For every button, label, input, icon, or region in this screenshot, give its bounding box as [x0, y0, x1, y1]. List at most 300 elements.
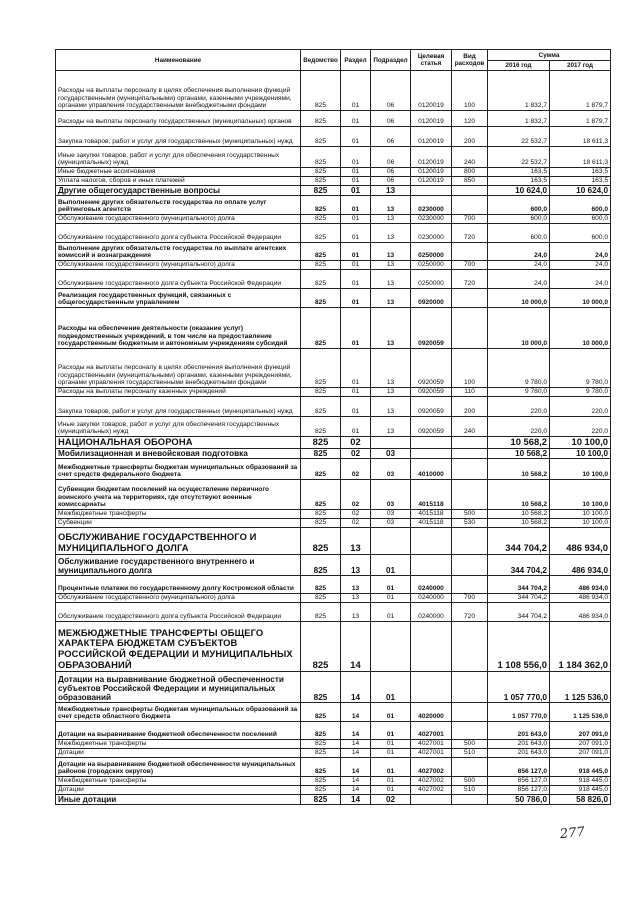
cell-expense-type: 510	[452, 748, 488, 757]
cell-sum-2016: 1 832,7	[488, 111, 550, 127]
cell-sum-2016: 201 643,0	[488, 739, 550, 748]
cell-target-article: 4015118	[411, 479, 452, 509]
cell-sum-2017: 24,0	[550, 270, 611, 289]
cell-sum-2017: 9 780,0	[550, 349, 611, 388]
cell-razdel: 01	[341, 215, 371, 224]
cell-expense-type	[452, 479, 488, 509]
cell-razdel: 14	[341, 721, 371, 739]
table-row	[56, 111, 611, 127]
cell-target-article: 0240000	[411, 575, 452, 593]
cell-name: Межбюджетные трансферты	[56, 739, 301, 748]
cell-target-article: 0250000	[411, 270, 452, 289]
cell-razdel: 01	[341, 243, 371, 261]
cell-ved: 825	[301, 308, 341, 349]
cell-ved: 825	[301, 702, 341, 721]
cell-sum-2016: 163,5	[488, 177, 550, 186]
table-row	[56, 509, 611, 518]
cell-name: Межбюджетные трансферты бюджетам муниципальных образований за счет средств федерального бюджета	[56, 458, 301, 479]
cell-podrazdel: 01	[371, 739, 411, 748]
cell-name: Иные бюджетные ассигнования	[56, 168, 301, 177]
cell-name: Субвенции	[56, 518, 301, 527]
cell-expense-type: 720	[452, 224, 488, 243]
cell-expense-type	[452, 757, 488, 776]
cell-podrazdel	[371, 437, 411, 449]
cell-name: Обслуживание государственного (муниципального) долга	[56, 261, 301, 270]
cell-name: Иные закупки товаров, работ и услуг для обеспечения государственных (муниципальных) нужд	[56, 147, 301, 168]
cell-sum-2017: 10 100,0	[550, 448, 611, 458]
cell-razdel: 01	[341, 196, 371, 215]
cell-target-article: 0920059	[411, 308, 452, 349]
table-row	[56, 224, 611, 243]
cell-ved: 825	[301, 388, 341, 397]
cell-sum-2016: 10 000,0	[488, 289, 550, 308]
cell-sum-2017: 600,0	[550, 196, 611, 215]
cell-ved: 825	[301, 397, 341, 417]
table-row	[56, 270, 611, 289]
cell-sum-2016: 10 000,0	[488, 308, 550, 349]
table-row	[56, 721, 611, 739]
cell-razdel: 14	[341, 794, 371, 804]
cell-podrazdel: 06	[371, 71, 411, 111]
cell-target-article: 0240000	[411, 593, 452, 602]
cell-target-article: 4015118	[411, 518, 452, 527]
cell-razdel: 01	[341, 127, 371, 147]
cell-target-article: 0120019	[411, 111, 452, 127]
cell-ved: 825	[301, 349, 341, 388]
cell-razdel: 02	[341, 458, 371, 479]
cell-podrazdel: 01	[371, 593, 411, 602]
cell-ved: 825	[301, 186, 341, 196]
cell-razdel: 01	[341, 308, 371, 349]
cell-name: Реализация государственных функций, связанных с общегосударственным управлением	[56, 289, 301, 308]
cell-razdel: 14	[341, 671, 371, 702]
cell-target-article: 0920000	[411, 289, 452, 308]
cell-ved: 825	[301, 111, 341, 127]
cell-ved: 825	[301, 794, 341, 804]
cell-expense-type	[452, 289, 488, 308]
table-row	[56, 349, 611, 388]
cell-sum-2016: 10 568,2	[488, 509, 550, 518]
table-row	[56, 593, 611, 602]
cell-podrazdel: 06	[371, 111, 411, 127]
cell-razdel: 02	[341, 509, 371, 518]
cell-name: Иные дотации	[56, 794, 301, 804]
cell-expense-type: 510	[452, 785, 488, 794]
col-header-2017: 2017 год	[550, 61, 611, 71]
cell-name: Обслуживание государственного долга субъекта Российской Федерации	[56, 224, 301, 243]
cell-podrazdel: 13	[371, 308, 411, 349]
cell-sum-2017: 220,0	[550, 417, 611, 437]
cell-ved: 825	[301, 757, 341, 776]
table-row	[56, 739, 611, 748]
page-number: 277	[559, 824, 586, 843]
cell-target-article	[411, 621, 452, 671]
cell-ved: 825	[301, 671, 341, 702]
col-header-2016: 2016 год	[488, 61, 550, 71]
cell-target-article: 4027001	[411, 748, 452, 757]
cell-sum-2016: 10 568,2	[488, 518, 550, 527]
cell-ved: 825	[301, 776, 341, 785]
cell-podrazdel: 06	[371, 168, 411, 177]
cell-podrazdel: 13	[371, 224, 411, 243]
table-row	[56, 127, 611, 147]
cell-razdel: 01	[341, 147, 371, 168]
cell-sum-2017: 1 184 362,0	[550, 621, 611, 671]
cell-sum-2016: 600,0	[488, 215, 550, 224]
cell-podrazdel: 13	[371, 349, 411, 388]
cell-target-article: 4010000	[411, 458, 452, 479]
cell-podrazdel: 13	[371, 289, 411, 308]
cell-target-article: 0250000	[411, 243, 452, 261]
cell-expense-type: 240	[452, 417, 488, 437]
cell-podrazdel: 01	[371, 757, 411, 776]
cell-razdel: 14	[341, 757, 371, 776]
cell-name: Закупка товаров, работ и услуг для государственных (муниципальных) нужд	[56, 397, 301, 417]
cell-expense-type: 500	[452, 776, 488, 785]
cell-expense-type: 500	[452, 509, 488, 518]
budget-table-container	[55, 49, 610, 805]
cell-sum-2016: 50 786,0	[488, 794, 550, 804]
cell-razdel: 01	[341, 349, 371, 388]
cell-target-article: 0120019	[411, 71, 452, 111]
cell-ved: 825	[301, 448, 341, 458]
cell-podrazdel: 13	[371, 261, 411, 270]
cell-podrazdel: 13	[371, 196, 411, 215]
cell-razdel: 01	[341, 71, 371, 111]
budget-table	[55, 49, 611, 805]
table-row	[56, 575, 611, 593]
col-header-podrazdel: Подраздел	[371, 50, 411, 71]
cell-name: Дотации на выравнивание бюджетной обеспеченности поселений	[56, 721, 301, 739]
cell-sum-2017: 486 934,0	[550, 575, 611, 593]
cell-razdel: 14	[341, 776, 371, 785]
cell-target-article: 0120019	[411, 177, 452, 186]
table-row	[56, 554, 611, 575]
table-row	[56, 757, 611, 776]
cell-podrazdel: 01	[371, 554, 411, 575]
cell-sum-2016: 220,0	[488, 417, 550, 437]
cell-sum-2016: 10 568,2	[488, 458, 550, 479]
cell-podrazdel: 06	[371, 177, 411, 186]
cell-razdel: 01	[341, 270, 371, 289]
cell-expense-type	[452, 458, 488, 479]
cell-ved: 825	[301, 527, 341, 554]
cell-ved: 825	[301, 71, 341, 111]
cell-sum-2017: 918 445,0	[550, 785, 611, 794]
cell-sum-2017: 10 100,0	[550, 437, 611, 449]
cell-ved: 825	[301, 721, 341, 739]
cell-name: Субвенции бюджетам поселений на осуществление первичного воинского учета на территориях, где отсутствуют военные комиссариаты	[56, 479, 301, 509]
cell-podrazdel: 03	[371, 518, 411, 527]
cell-sum-2017: 10 100,0	[550, 518, 611, 527]
cell-sum-2016: 10 568,2	[488, 479, 550, 509]
cell-name: Расходы на выплаты персоналу казенных учреждений	[56, 388, 301, 397]
table-row	[56, 448, 611, 458]
cell-razdel: 14	[341, 621, 371, 671]
cell-razdel: 02	[341, 479, 371, 509]
table-row	[56, 289, 611, 308]
cell-sum-2017: 18 611,3	[550, 147, 611, 168]
cell-sum-2017: 486 934,0	[550, 602, 611, 621]
cell-razdel: 13	[341, 527, 371, 554]
cell-sum-2016: 163,5	[488, 168, 550, 177]
cell-razdel: 13	[341, 575, 371, 593]
cell-ved: 825	[301, 177, 341, 186]
cell-target-article: 4027001	[411, 739, 452, 748]
table-row	[56, 794, 611, 804]
cell-sum-2017: 207 091,0	[550, 748, 611, 757]
cell-sum-2016: 344 704,2	[488, 602, 550, 621]
cell-podrazdel: 13	[371, 243, 411, 261]
cell-sum-2017: 1 125 536,0	[550, 702, 611, 721]
table-row	[56, 196, 611, 215]
cell-podrazdel: 01	[371, 702, 411, 721]
table-row	[56, 776, 611, 785]
cell-expense-type	[452, 554, 488, 575]
cell-expense-type: 500	[452, 739, 488, 748]
cell-ved: 825	[301, 739, 341, 748]
cell-expense-type: 720	[452, 270, 488, 289]
cell-target-article: 0920059	[411, 388, 452, 397]
cell-sum-2016: 201 643,0	[488, 748, 550, 757]
cell-target-article: 0920059	[411, 349, 452, 388]
col-header-target-article: Целевая статья	[411, 50, 452, 71]
cell-ved: 825	[301, 261, 341, 270]
cell-razdel: 14	[341, 748, 371, 757]
cell-expense-type	[452, 437, 488, 449]
table-row	[56, 186, 611, 196]
cell-podrazdel: 03	[371, 448, 411, 458]
cell-expense-type	[452, 527, 488, 554]
cell-expense-type	[452, 721, 488, 739]
cell-podrazdel: 01	[371, 721, 411, 739]
cell-sum-2017: 600,0	[550, 215, 611, 224]
table-row	[56, 748, 611, 757]
cell-target-article	[411, 186, 452, 196]
cell-ved: 825	[301, 289, 341, 308]
cell-podrazdel: 01	[371, 575, 411, 593]
table-row	[56, 437, 611, 449]
cell-podrazdel: 01	[371, 776, 411, 785]
cell-razdel: 14	[341, 739, 371, 748]
cell-name: Иные закупки товаров, работ и услуг для обеспечения государственных (муниципальных) нужд	[56, 417, 301, 437]
table-row	[56, 388, 611, 397]
cell-ved: 825	[301, 748, 341, 757]
cell-target-article: 4027002	[411, 757, 452, 776]
cell-podrazdel: 13	[371, 186, 411, 196]
cell-sum-2017: 9 780,0	[550, 388, 611, 397]
cell-ved: 825	[301, 602, 341, 621]
cell-expense-type: 200	[452, 127, 488, 147]
cell-ved: 825	[301, 479, 341, 509]
cell-razdel: 14	[341, 702, 371, 721]
table-row	[56, 215, 611, 224]
cell-target-article: 0120019	[411, 168, 452, 177]
cell-sum-2017: 18 611,3	[550, 127, 611, 147]
cell-podrazdel: 06	[371, 127, 411, 147]
cell-sum-2017: 1 879,7	[550, 111, 611, 127]
cell-sum-2016: 220,0	[488, 397, 550, 417]
cell-sum-2017: 207 091,0	[550, 721, 611, 739]
cell-expense-type	[452, 575, 488, 593]
cell-ved: 825	[301, 518, 341, 527]
col-header-sum: Сумма	[488, 50, 611, 61]
cell-name: Расходы на выплаты персоналу в целях обеспечения выполнения функций государственными (муниципальными) органами, казенными учреждениями, органами управления государственными внебюджетными фондами	[56, 349, 301, 388]
cell-razdel: 01	[341, 261, 371, 270]
cell-sum-2016: 10 568,2	[488, 437, 550, 449]
cell-sum-2017: 10 000,0	[550, 289, 611, 308]
table-row	[56, 518, 611, 527]
cell-expense-type: 530	[452, 518, 488, 527]
table-row	[56, 602, 611, 621]
table-row	[56, 458, 611, 479]
cell-podrazdel: 06	[371, 147, 411, 168]
cell-target-article: 4027001	[411, 721, 452, 739]
cell-ved: 825	[301, 224, 341, 243]
cell-name: Обслуживание государственного (муниципального) долга	[56, 215, 301, 224]
table-row	[56, 621, 611, 671]
cell-name: Уплата налогов, сборов и иных платежей	[56, 177, 301, 186]
cell-expense-type	[452, 621, 488, 671]
cell-target-article: 0920059	[411, 417, 452, 437]
cell-sum-2016: 201 643,0	[488, 721, 550, 739]
cell-podrazdel: 13	[371, 397, 411, 417]
cell-target-article: 4015118	[411, 509, 452, 518]
cell-podrazdel: 13	[371, 270, 411, 289]
cell-ved: 825	[301, 147, 341, 168]
cell-podrazdel	[371, 527, 411, 554]
cell-expense-type	[452, 671, 488, 702]
cell-podrazdel: 01	[371, 602, 411, 621]
cell-sum-2017: 220,0	[550, 397, 611, 417]
cell-sum-2017: 24,0	[550, 261, 611, 270]
cell-razdel: 01	[341, 224, 371, 243]
cell-sum-2016: 1 108 556,0	[488, 621, 550, 671]
cell-name: Выполнение других обязательств государства по выплате агентских комиссий и вознаграждения	[56, 243, 301, 261]
cell-name: Обслуживание государственного внутреннего и муниципального долга	[56, 554, 301, 575]
cell-sum-2017: 10 100,0	[550, 458, 611, 479]
cell-sum-2016: 9 780,0	[488, 349, 550, 388]
cell-expense-type	[452, 794, 488, 804]
cell-expense-type: 800	[452, 168, 488, 177]
cell-target-article: 4020000	[411, 702, 452, 721]
table-row	[56, 527, 611, 554]
cell-ved: 825	[301, 168, 341, 177]
cell-ved: 825	[301, 785, 341, 794]
cell-sum-2016: 344 704,2	[488, 527, 550, 554]
cell-podrazdel: 01	[371, 671, 411, 702]
cell-sum-2016: 344 704,2	[488, 575, 550, 593]
cell-sum-2017: 486 934,0	[550, 593, 611, 602]
cell-podrazdel: 13	[371, 417, 411, 437]
cell-expense-type: 100	[452, 349, 488, 388]
cell-sum-2017: 24,0	[550, 243, 611, 261]
cell-razdel: 01	[341, 186, 371, 196]
cell-podrazdel: 01	[371, 785, 411, 794]
cell-expense-type: 700	[452, 593, 488, 602]
cell-ved: 825	[301, 621, 341, 671]
cell-name: Расходы на обеспечение деятельности (оказание услуг) подведомственных учреждений, в том числе на предоставление государственным бюджетным и автономным учреждениям субсидий	[56, 308, 301, 349]
cell-sum-2016: 10 568,2	[488, 448, 550, 458]
cell-target-article	[411, 448, 452, 458]
table-row	[56, 243, 611, 261]
cell-sum-2017: 486 934,0	[550, 554, 611, 575]
cell-sum-2017: 163,5	[550, 177, 611, 186]
cell-target-article: 0230000	[411, 196, 452, 215]
cell-expense-type: 120	[452, 111, 488, 127]
table-body	[56, 71, 611, 805]
cell-expense-type: 720	[452, 602, 488, 621]
cell-expense-type	[452, 186, 488, 196]
cell-expense-type	[452, 702, 488, 721]
cell-ved: 825	[301, 509, 341, 518]
cell-expense-type	[452, 243, 488, 261]
cell-sum-2016: 856 127,0	[488, 776, 550, 785]
cell-podrazdel: 03	[371, 479, 411, 509]
cell-razdel: 01	[341, 111, 371, 127]
table-row	[56, 168, 611, 177]
cell-target-article: 4027002	[411, 785, 452, 794]
cell-ved: 825	[301, 127, 341, 147]
table-row	[56, 71, 611, 111]
cell-expense-type: 700	[452, 261, 488, 270]
cell-razdel: 02	[341, 518, 371, 527]
cell-ved: 825	[301, 243, 341, 261]
table-row	[56, 397, 611, 417]
cell-sum-2017: 10 100,0	[550, 479, 611, 509]
cell-expense-type: 110	[452, 388, 488, 397]
cell-sum-2017: 10 624,0	[550, 186, 611, 196]
cell-razdel: 01	[341, 289, 371, 308]
cell-expense-type	[452, 196, 488, 215]
table-row	[56, 147, 611, 168]
cell-sum-2016: 24,0	[488, 270, 550, 289]
cell-name: Дотации	[56, 785, 301, 794]
cell-podrazdel: 02	[371, 794, 411, 804]
cell-name: Закупка товаров, работ и услуг для государственных (муниципальных) нужд	[56, 127, 301, 147]
col-header-ved: Ведомство	[301, 50, 341, 71]
cell-target-article	[411, 437, 452, 449]
cell-razdel: 01	[341, 397, 371, 417]
cell-sum-2016: 24,0	[488, 261, 550, 270]
cell-name: Обслуживание государственного долга субъекта Российской Федерации	[56, 602, 301, 621]
col-header-razdel: Раздел	[341, 50, 371, 71]
cell-razdel: 01	[341, 177, 371, 186]
cell-expense-type: 850	[452, 177, 488, 186]
cell-sum-2016: 24,0	[488, 243, 550, 261]
cell-podrazdel: 13	[371, 215, 411, 224]
cell-expense-type: 200	[452, 397, 488, 417]
cell-podrazdel: 13	[371, 388, 411, 397]
cell-expense-type	[452, 308, 488, 349]
table-row	[56, 417, 611, 437]
cell-name: Выполнение других обязательств государства по оплате услуг рейтинговых агентств	[56, 196, 301, 215]
cell-razdel: 01	[341, 168, 371, 177]
table-row	[56, 671, 611, 702]
cell-target-article: 0250000	[411, 261, 452, 270]
cell-name: ОБСЛУЖИВАНИЕ ГОСУДАРСТВЕННОГО И МУНИЦИПАЛЬНОГО ДОЛГА	[56, 527, 301, 554]
cell-sum-2016: 856 127,0	[488, 785, 550, 794]
cell-ved: 825	[301, 196, 341, 215]
cell-razdel: 13	[341, 593, 371, 602]
col-header-name: Наименование	[56, 50, 301, 71]
cell-name: Мобилизационная и вневойсковая подготовка	[56, 448, 301, 458]
cell-target-article: 4027002	[411, 776, 452, 785]
cell-name: Процентные платежи по государственному долгу Костромской области	[56, 575, 301, 593]
cell-sum-2016: 1 057 770,0	[488, 671, 550, 702]
cell-sum-2016: 10 624,0	[488, 186, 550, 196]
cell-name: Межбюджетные трансферты бюджетам муниципальных образований за счет средств областного бюджета	[56, 702, 301, 721]
